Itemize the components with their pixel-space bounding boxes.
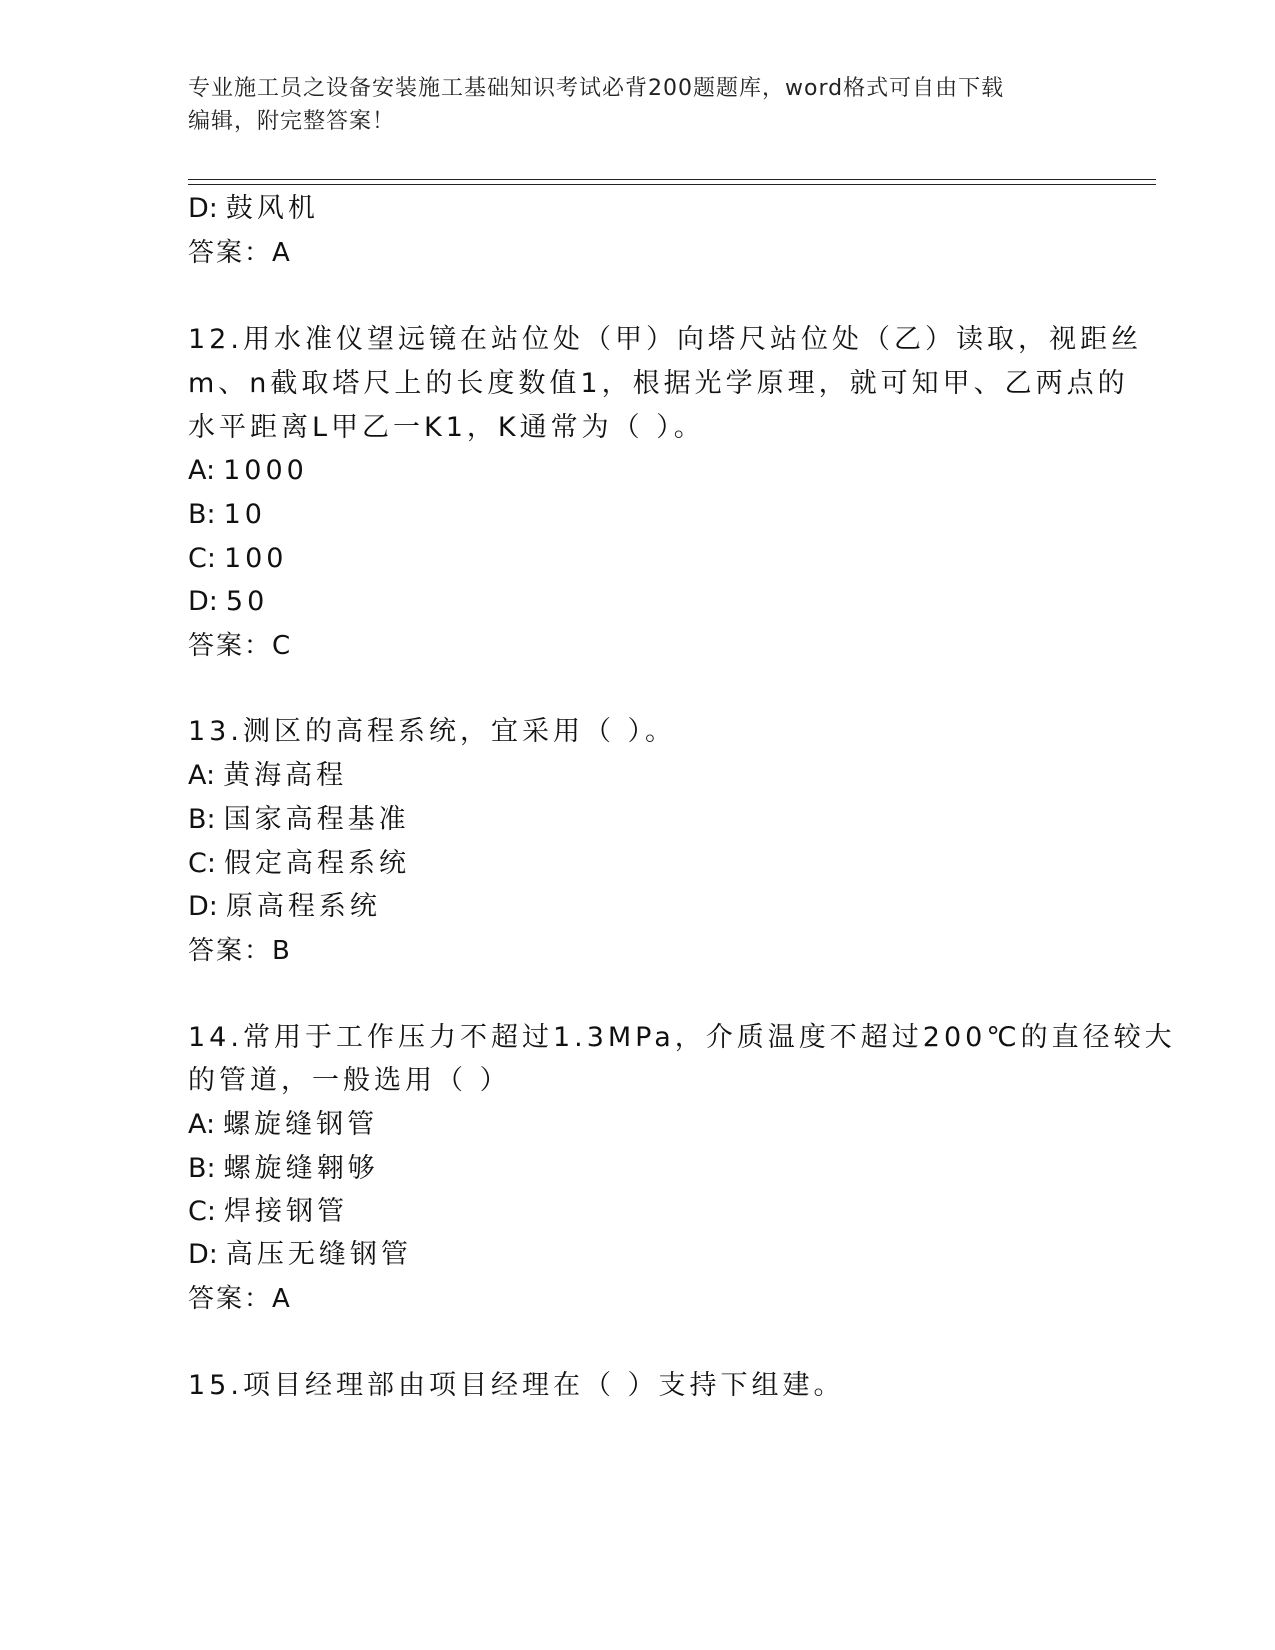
header-divider-bottom [188, 184, 1156, 185]
option-text: 螺旋缝钢管 [223, 1109, 379, 1140]
option-label: B: [188, 499, 216, 530]
header-title-line-2: 编辑，附完整答案！ [188, 109, 396, 134]
option-text: 1000 [223, 455, 308, 486]
prev-option-d [188, 191, 319, 227]
option-text: 原高程系统 [225, 891, 381, 922]
q12-option-b [188, 497, 266, 533]
option-text: 国家高程基准 [223, 804, 410, 835]
q14-option-b [188, 1151, 379, 1187]
q13-option-d [188, 889, 381, 925]
option-text: 高压无缝钢管 [225, 1239, 412, 1270]
q14-option-d [188, 1237, 412, 1273]
q13-option-a [188, 758, 347, 794]
option-label: C: [188, 848, 216, 879]
option-label: D: [188, 1239, 218, 1270]
option-label: A: [188, 1109, 216, 1140]
q12-stem-line-1: 12.用水准仪望远镜在站位处（甲）向塔尺站位处（乙）读取，视距丝 [188, 324, 1142, 355]
option-text: 假定高程系统 [223, 848, 410, 879]
document-header [188, 72, 1088, 138]
option-text: 螺旋缝翱够 [223, 1153, 379, 1184]
q14-option-c [188, 1194, 348, 1230]
option-text: 黄海高程 [223, 760, 348, 791]
q14-option-a [188, 1107, 378, 1143]
option-text: 50 [225, 586, 269, 617]
option-text: 鼓风机 [225, 193, 319, 224]
option-label: B: [188, 1153, 216, 1184]
q15-stem-line-1: 15.项目经理部由项目经理在（ ）支持下组建。 [188, 1370, 845, 1401]
option-text: 10 [223, 499, 266, 530]
option-text: 焊接钢管 [223, 1196, 348, 1227]
header-divider-top [188, 179, 1156, 180]
q12-stem-line-2: m、n截取塔尺上的长度数值1，根据光学原理，就可知甲、乙两点的 [188, 368, 1129, 399]
q12-option-d [188, 584, 268, 620]
q12-option-a [188, 453, 308, 489]
q14-stem-line-2: 的管道，一般选用（ ） [188, 1065, 511, 1096]
q14-stem-line-1: 14.常用于工作压力不超过1.3MPa，介质温度不超过200℃的直径较大 [188, 1022, 1176, 1053]
option-label: D: [188, 891, 218, 922]
option-label: C: [188, 543, 216, 574]
option-label: D: [188, 193, 218, 224]
q12-answer: 答案：C [188, 631, 293, 661]
q13-option-c [188, 846, 410, 882]
q13-stem-line-1: 13.测区的高程系统，宜采用（ ）。 [188, 716, 677, 747]
q13-answer: 答案：B [188, 936, 292, 966]
q14-answer: 答案：A [188, 1284, 292, 1314]
header-title-line-1: 专业施工员之设备安装施工基础知识考试必背200题题库，word格式可自由下载 [188, 76, 1005, 101]
q12-stem-line-3: 水平距离L甲乙一K1，K通常为（ ）。 [188, 412, 705, 443]
option-label: B: [188, 804, 216, 835]
option-label: A: [188, 455, 216, 486]
option-text: 100 [223, 543, 288, 574]
option-label: D: [188, 586, 218, 617]
q12-option-c [188, 541, 288, 577]
prev-answer: 答案：A [188, 238, 292, 268]
q13-option-b [188, 802, 410, 838]
option-label: C: [188, 1196, 216, 1227]
option-label: A: [188, 760, 216, 791]
